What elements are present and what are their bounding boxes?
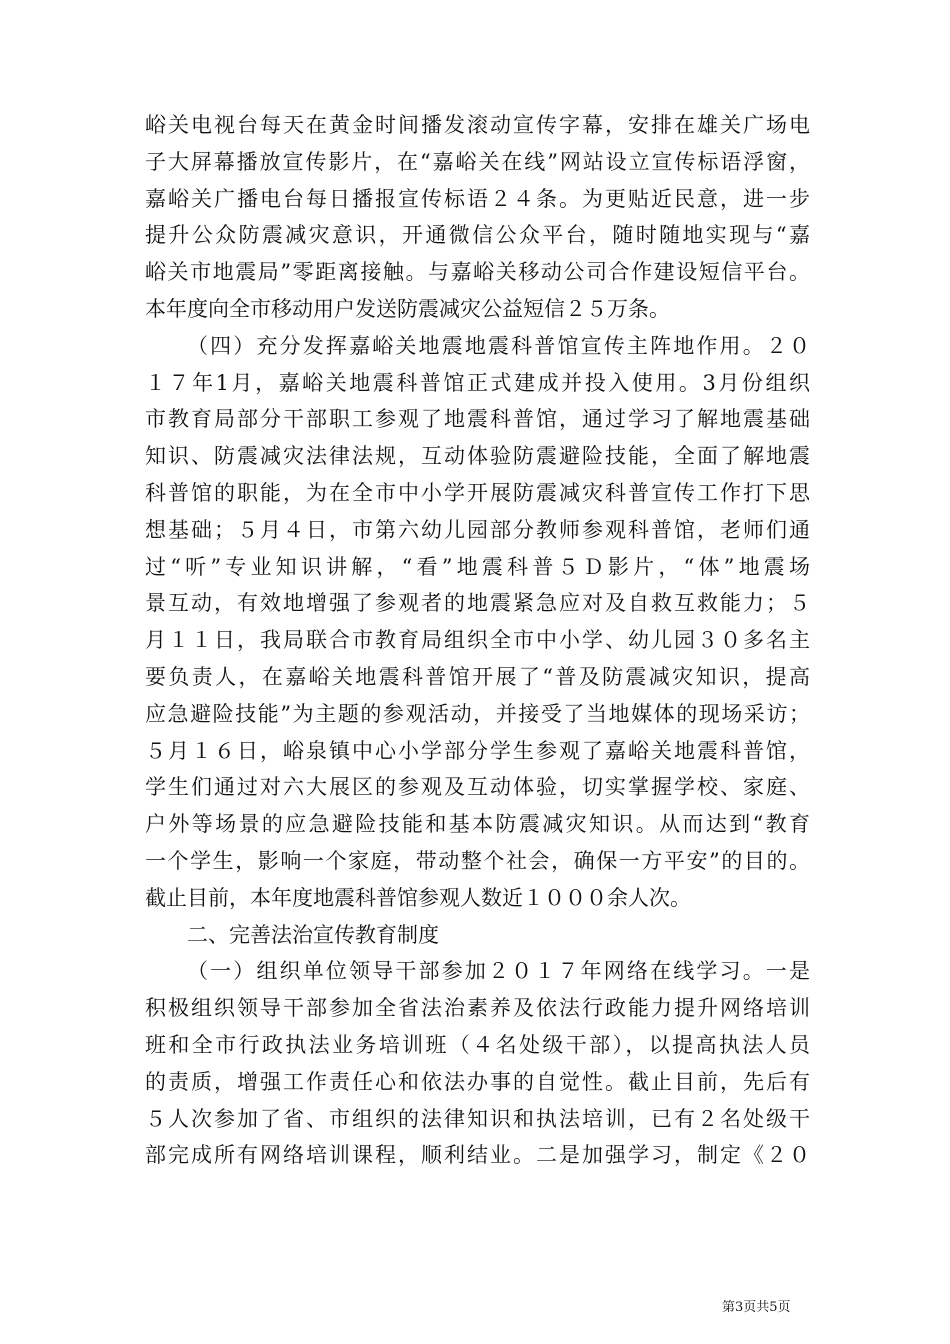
text-line: 户外等场景的应急避险技能和基本防震减灾知识。从而达到“教育 xyxy=(145,812,810,837)
text-line: 截止目前，本年度地震科普馆参观人数近１０００余人次。 xyxy=(145,885,691,910)
text-line: 嘉峪关广播电台每日播报宣传标语２４条。为更贴近民意，进一步 xyxy=(145,186,810,211)
text-line: 月１１日，我局联合市教育局组织全市中小学、幼儿园３０多名主 xyxy=(145,628,810,653)
text-line: ５人次参加了省、市组织的法律知识和执法培训，已有２名处级干 xyxy=(145,1106,810,1131)
text-line: 想基础；５月４日，市第六幼儿园部分教师参观科普馆，老师们通 xyxy=(145,517,810,542)
document-body xyxy=(145,107,810,1174)
text-line: 积极组织领导干部参加全省法治素养及依法行政能力提升网络培训 xyxy=(145,996,810,1021)
text-line: （一）组织单位领导干部参加２０１７年网络在线学习。一是 xyxy=(187,959,810,984)
text-line: 的责质，增强工作责任心和依法办事的自觉性。截止目前，先后有 xyxy=(145,1069,810,1094)
text-line: 二、完善法治宣传教育制度 xyxy=(187,922,439,947)
text-line: 科普馆的职能，为在全市中小学开展防震减灾科普宣传工作打下思 xyxy=(145,480,810,505)
text-line: 子大屏幕播放宣传影片，在“嘉峪关在线”网站设立宣传标语浮窗， xyxy=(145,149,810,174)
text-line: 学生们通过对六大展区的参观及互动体验，切实掌握学校、家庭、 xyxy=(145,775,810,800)
text-line: 过“听”专业知识讲解，“看”地震科普５Ｄ影片，“体”地震场 xyxy=(145,554,810,579)
text-line: 峪关电视台每天在黄金时间播发滚动宣传字幕，安排在雄关广场电 xyxy=(145,113,810,137)
text-line: 市教育局部分干部职工参观了地震科普馆，通过学习了解地震基础 xyxy=(145,407,810,432)
text-line: １７年1月，嘉峪关地震科普馆正式建成并投入使用。3月份组织 xyxy=(145,370,810,395)
text-line: 应急避险技能”为主题的参观活动，并接受了当地媒体的现场采访； xyxy=(145,701,810,726)
text-line: 峪关市地震局”零距离接触。与嘉峪关移动公司合作建设短信平台。 xyxy=(145,260,810,285)
text-line: （四）充分发挥嘉峪关地震地震科普馆宣传主阵地作用。２０ xyxy=(187,333,810,358)
page-number: 第3页共5页 xyxy=(722,1300,791,1315)
text-line: 知识、防震减灾法律法规，互动体验防震避险技能，全面了解地震 xyxy=(145,444,810,469)
text-line: 班和全市行政执法业务培训班（４名处级干部），以提高执法人员 xyxy=(145,1032,810,1057)
text-line: 要负责人，在嘉峪关地震科普馆开展了“普及防震减灾知识，提高 xyxy=(145,664,810,689)
text-line: ５月１６日，峪泉镇中心小学部分学生参观了嘉峪关地震科普馆， xyxy=(145,738,810,763)
text-line: 一个学生，影响一个家庭，带动整个社会，确保一方平安”的目的。 xyxy=(145,848,810,873)
text-line: 景互动，有效地增强了参观者的地震紧急应对及自救互救能力；５ xyxy=(145,591,810,616)
text-line: 部完成所有网络培训课程，顺利结业。二是加强学习，制定《２０ xyxy=(145,1143,810,1168)
text-line: 提升公众防震减灾意识，开通微信公众平台，随时随地实现与“嘉 xyxy=(145,223,810,248)
text-line: 本年度向全市移动用户发送防震减灾公益短信２５万条。 xyxy=(145,296,670,321)
